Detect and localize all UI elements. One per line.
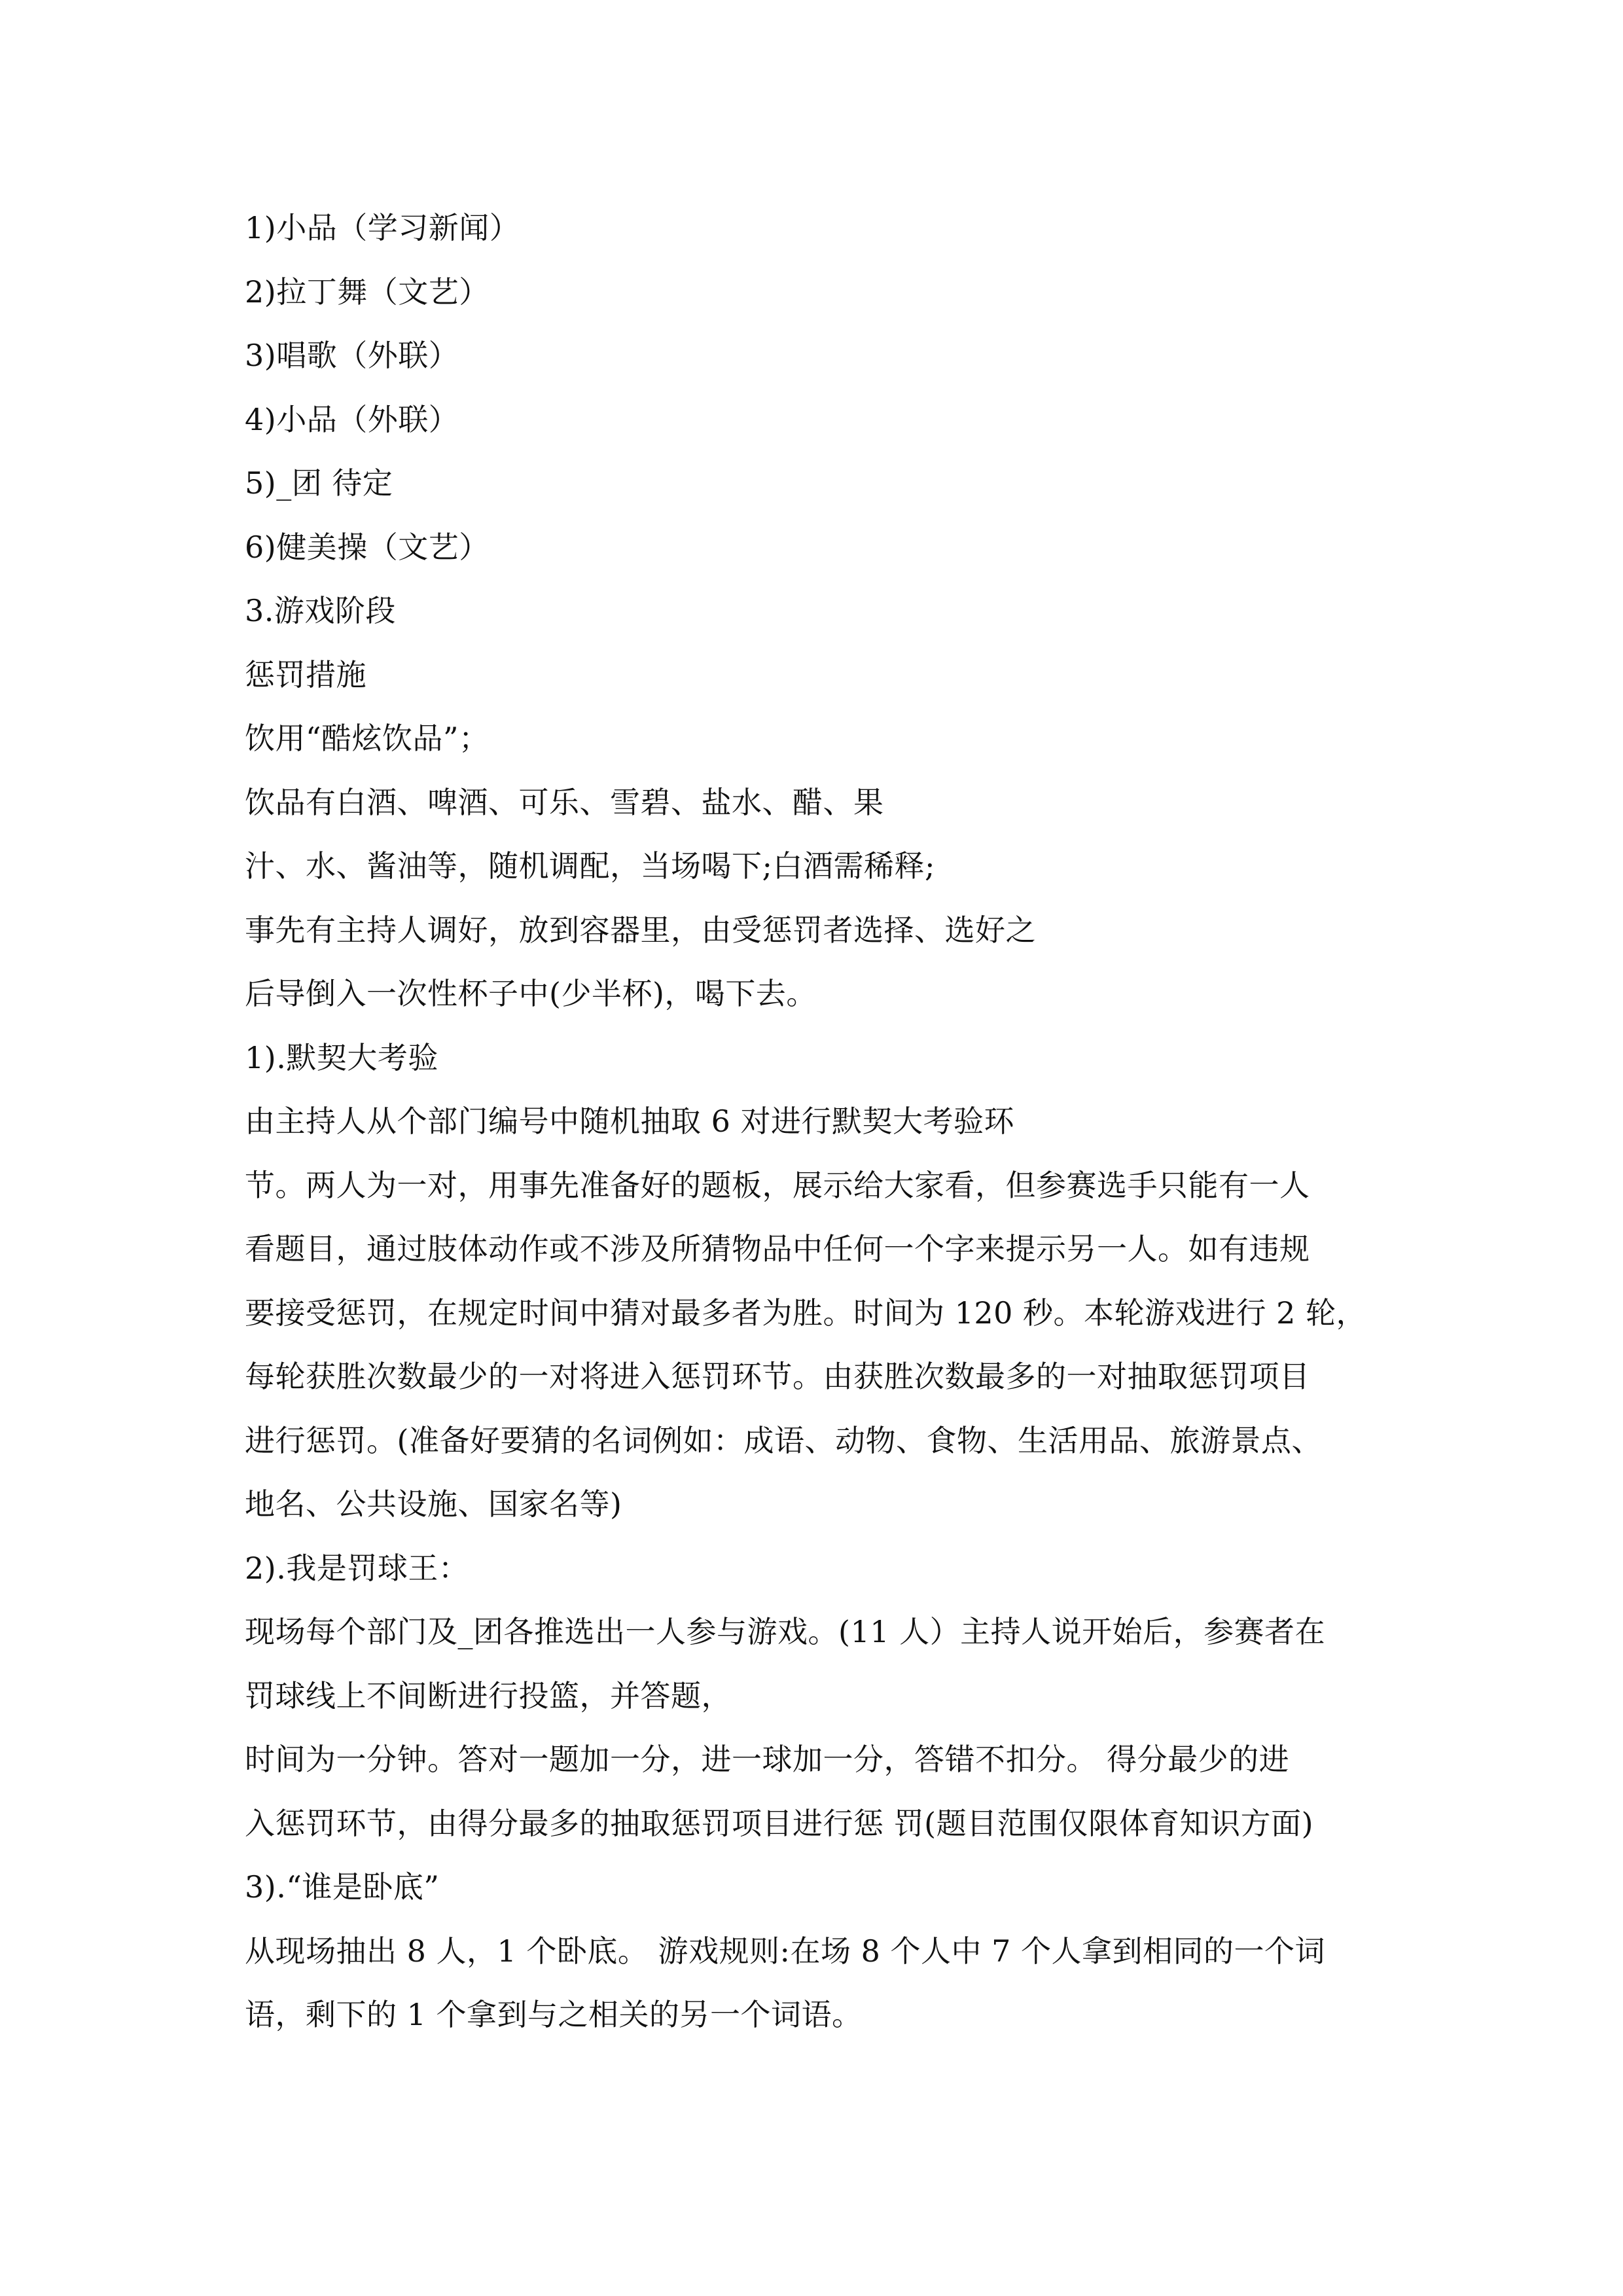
paragraph-line: 每轮获胜次数最少的一对将进入惩罚环节。由获胜次数最多的一对抽取惩罚项目: [245, 1359, 1310, 1394]
paragraph-line: 饮用“酷炫饮品”；: [245, 721, 490, 756]
paragraph-line: 语，剩下的 1 个拿到与之相关的另一个词语。: [245, 1997, 863, 2032]
paragraph-line: 节。两人为一对，用事先准备好的题板，展示给大家看，但参赛选手只能有一人: [245, 1167, 1310, 1203]
paragraph-line: 时间为一分钟。答对一题加一分，进一球加一分，答错不扣分。 得分最少的进: [245, 1742, 1290, 1777]
game-heading-3: 3).“谁是卧底”: [245, 1869, 440, 1905]
subheading-penalty-measures: 惩罚措施: [245, 656, 366, 692]
paragraph-line: 后导倒入一次性杯子中(少半杯)，喝下去。: [245, 976, 817, 1011]
game-heading-2: 2).我是罚球王：: [245, 1550, 469, 1586]
program-item-6: 6)健美操（文艺）: [245, 529, 490, 565]
document-body: [245, 196, 1410, 2047]
game-heading-1: 1).默契大考验: [245, 1039, 438, 1075]
paragraph-line: 现场每个部门及_团各推选出一人参与游戏。(11 人）主持人说开始后，参赛者在: [245, 1614, 1326, 1649]
paragraph-line: 要接受惩罚，在规定时间中猜对最多者为胜。时间为 120 秒。本轮游戏进行 2 轮，: [245, 1295, 1367, 1331]
program-item-5: 5)_团 待定: [245, 465, 393, 501]
paragraph-line: 进行惩罚。(准备好要猜的名词例如：成语、动物、食物、生活用品、旅游景点、: [245, 1422, 1322, 1458]
section-heading-game-stage: 3.游戏阶段: [245, 593, 396, 628]
paragraph-line: 入惩罚环节，由得分最多的抽取惩罚项目进行惩 罚(题目范围仅限体育知识方面): [245, 1805, 1314, 1841]
paragraph-line: 由主持人从个部门编号中随机抽取 6 对进行默契大考验环: [245, 1103, 1015, 1139]
paragraph-line: 汁、水、酱油等，随机调配，当场喝下;白酒需稀释;: [245, 848, 935, 884]
paragraph-line: 看题目，通过肢体动作或不涉及所猜物品中任何一个字来提示另一人。如有违规: [245, 1231, 1310, 1266]
paragraph-line: 饮品有白酒、啤酒、可乐、雪碧、盐水、醋、果: [245, 784, 884, 820]
program-item-4: 4)小品（外联）: [245, 401, 459, 437]
paragraph-line: 事先有主持人调好，放到容器里，由受惩罚者选择、选好之: [245, 912, 1036, 948]
program-item-1: 1)小品（学习新闻）: [245, 210, 520, 245]
paragraph-line: 从现场抽出 8 人，1 个卧底。 游戏规则:在场 8 个人中 7 个人拿到相同的一个词: [245, 1933, 1326, 1969]
program-item-3: 3)唱歌（外联）: [245, 338, 459, 373]
paragraph-line: 罚球线上不间断进行投篮，并答题，: [245, 1677, 732, 1713]
program-item-2: 2)拉丁舞（文艺）: [245, 274, 490, 310]
paragraph-line: 地名、公共设施、国家名等): [245, 1486, 622, 1522]
